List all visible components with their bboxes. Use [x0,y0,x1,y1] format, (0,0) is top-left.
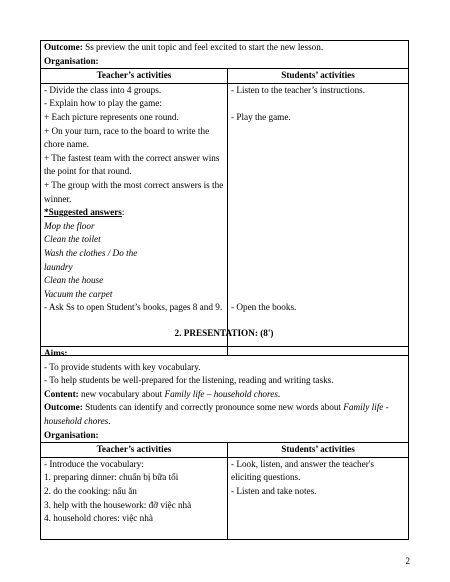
students-activities-cell [228,457,409,539]
students-activities-header: Students’ activities [228,69,409,84]
aim-line: - To provide students with key vocabulary. [44,361,201,372]
outcome-cell [41,41,409,69]
suggested-answers-label: *Suggested answers [44,207,122,218]
aims-cell [41,347,409,443]
organisation-label: Organisation: [44,429,99,440]
outcome-label: Outcome: [44,402,83,413]
content-text: new vocabulary about [78,388,165,399]
teacher-activities-cell [41,83,228,355]
students-activities-cell [228,83,409,355]
teacher-line: + The fastest team with the correct answer wins the point for that round. [44,152,220,177]
outcome-end: . [108,415,111,426]
content-label: Content: [44,388,79,399]
suggested-answers-heading [44,206,224,220]
teacher-line: - Introduce the vocabulary: [44,458,144,469]
content-topic: Family life – household chores [164,388,278,399]
student-line: - Listen and take notes. [231,485,317,496]
answer-item: Clean the toilet [44,234,101,245]
teacher-line: - Explain how to play the game: [44,98,162,109]
outcome-text: Students can identify and correctly pronounce some new words about [82,402,344,413]
student-line: - Open the books. [231,301,297,312]
section-title: 2. PRESENTATION: (8') [174,328,274,338]
outcome-row [41,41,409,69]
teacher-activities-header: Teacher’s activities [41,443,228,458]
vocab-item: 4. household chores: việc nhà [44,513,153,524]
aims-row [41,347,409,443]
outcome-text: Ss preview the unit topic and feel excited to start the new lesson. [82,42,324,52]
aim-line: - To help students be well-prepared for the listening, reading and writing tasks. [44,375,334,386]
teacher-activities-cell [41,457,228,539]
answer-item: Mop the floor [44,220,95,231]
organisation-label: Organisation: [44,55,99,66]
outcome-label: Outcome: [44,42,83,52]
page-number: 2 [405,556,410,566]
teacher-line: + The group with the most correct answers is the winner. [44,179,224,204]
teacher-activities-header: Teacher’s activities [41,69,228,84]
suggested-answers-colon: : [121,207,125,218]
student-line: - Look, listen, and answer the teacher's eliciting questions. [231,458,374,483]
teacher-line: - Ask Ss to open Student’s books, pages 8 and 9. [44,302,223,313]
vocab-item: 1. preparing dinner: chuẩn bị bữa tối [44,472,179,483]
vocab-item: 3. help with the housework: đỡ việc nhà [44,499,192,510]
outcome-line [44,401,405,428]
answer-item: Clean the house [44,275,104,286]
student-line: - Listen to the teacher’s instructions. [231,84,366,95]
answer-item: Vacuum the carpet [44,288,113,299]
students-activities-header: Students’ activities [228,443,409,458]
teacher-line: + On your turn, race to the board to write the chore name. [44,125,210,150]
outcome-line [44,41,405,55]
activities-row [41,457,409,539]
teacher-line: - Divide the class into 4 groups. [44,84,162,95]
student-line: - Play the game. [231,111,291,122]
presentation-table [40,346,409,540]
aims-label: Aims: [44,348,68,358]
header-row [41,443,409,458]
spacer [231,125,405,301]
content-end: . [277,388,281,399]
header-row [41,69,409,84]
outcome-topic: Family life - household chores [44,402,389,426]
vocab-item: 2. do the cooking: nấu ăn [44,485,137,496]
answer-item: Wash the clothes / Do the laundry [44,247,138,272]
warmup-table [40,40,409,356]
teacher-line: + Each picture represents one round. [44,111,179,122]
activities-row [41,83,409,355]
content-line [44,388,405,402]
